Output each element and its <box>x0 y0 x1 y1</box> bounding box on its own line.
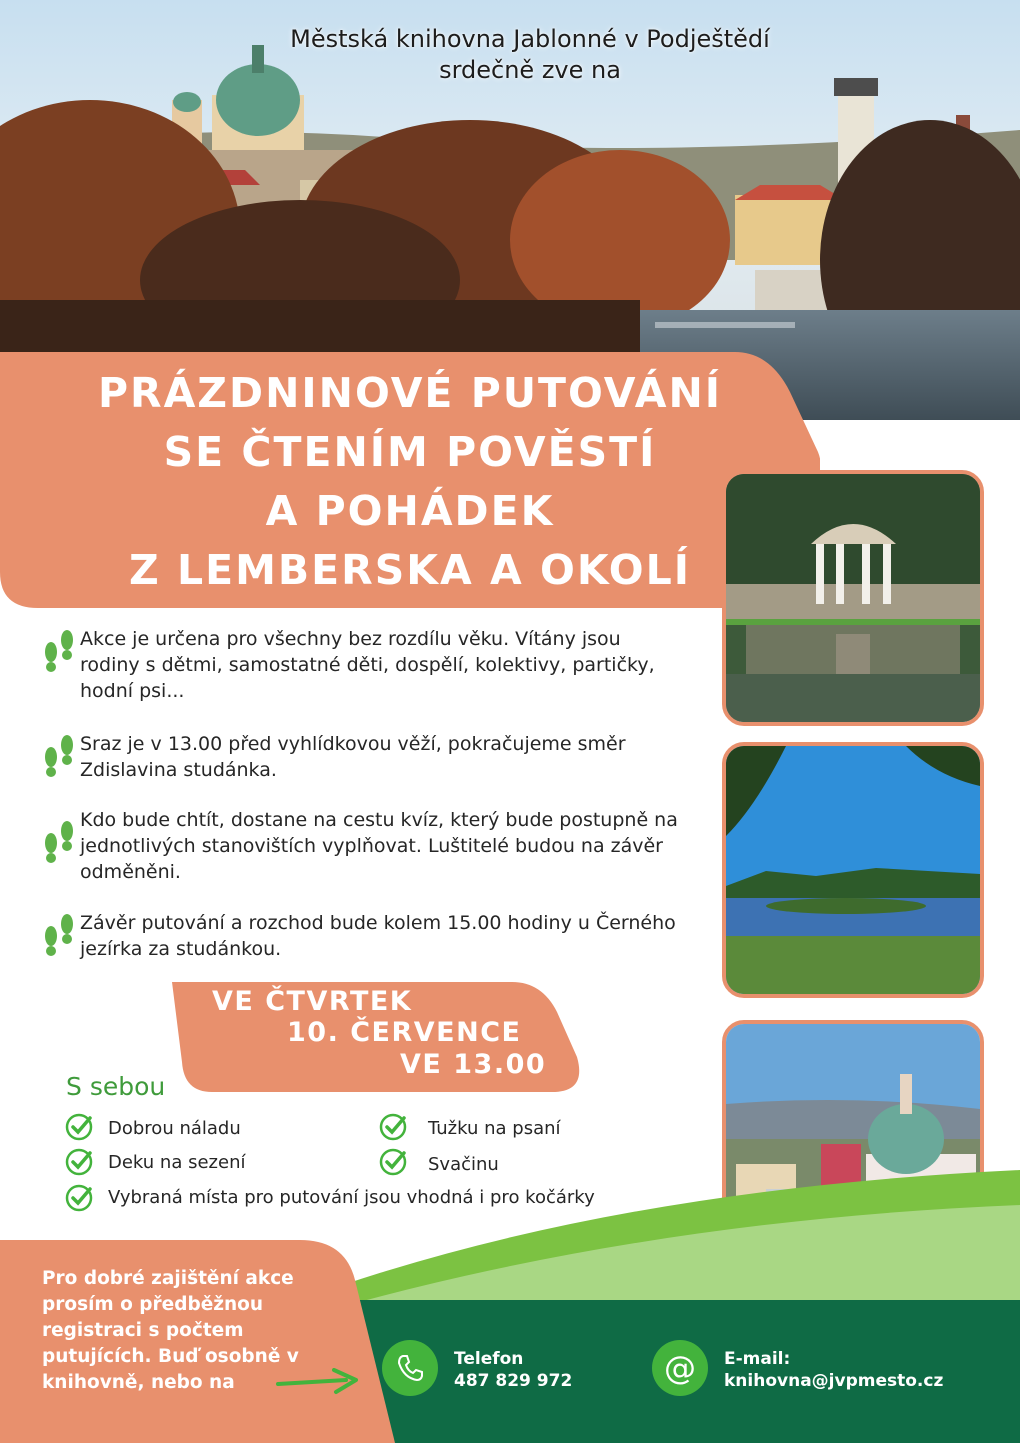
title-line-4: Z LEMBERSKA A OKOLÍ <box>128 546 692 594</box>
organizer-name: Městská knihovna Jablonné v Podještědí <box>290 25 770 53</box>
phone-label: Telefon <box>454 1349 524 1369</box>
phone-number[interactable]: 487 829 972 <box>454 1371 573 1391</box>
footprints-icon <box>40 733 78 779</box>
event-title <box>30 364 790 600</box>
date-weekday: VE ČTVRTEK <box>212 986 413 1017</box>
info-text-2: Sraz je v 13.00 před vyhlídkovou věží, pokračujeme směr Zdislavina studánka. <box>80 733 626 781</box>
footprints-icon <box>40 912 78 958</box>
email-label: E-mail: <box>724 1349 791 1369</box>
email-address[interactable]: knihovna@jvpmesto.cz <box>724 1371 944 1391</box>
check-icon <box>64 1147 94 1177</box>
bring-item-pencil: Tužku na psaní <box>428 1118 561 1139</box>
email-contact <box>724 1348 943 1392</box>
check-icon <box>378 1112 408 1142</box>
invitation-header <box>0 24 1020 86</box>
phone-icon <box>382 1340 438 1396</box>
footprints-icon <box>40 628 78 674</box>
info-text-1: Akce je určena pro všechny bez rozdílu věku. Vítány jsou rodiny s dětmi, samostatné děti, dospělí, kolektivy, partičky, hodní psi... <box>80 628 655 702</box>
info-item-2 <box>40 731 680 783</box>
date-time: VE 13.00 <box>400 1049 547 1080</box>
date-day: 10. ČERVENCE <box>287 1017 522 1048</box>
phone-contact <box>454 1348 572 1392</box>
check-icon <box>64 1112 94 1142</box>
invitation-text: srdečně zve na <box>439 56 621 84</box>
info-text-4: Závěr putování a rozchod bude kolem 15.00 hodiny u Černého jezírka za studánkou. <box>80 912 676 960</box>
check-icon <box>64 1183 94 1213</box>
photo-pond <box>722 742 984 998</box>
registration-text: Pro dobré zajištění akce prosím o předběžnou registraci s počtem putujících. Buď osobně v knihovně, nebo na <box>42 1268 299 1393</box>
email-icon: @ <box>652 1340 708 1396</box>
info-item-4 <box>40 910 680 962</box>
bring-item-snack: Svačinu <box>428 1154 499 1175</box>
info-text-3: Kdo bude chtít, dostane na cestu kvíz, který bude postupně na jednotlivých stanovištích vyplňovat. Luštitelé budou na závěr odměněni. <box>80 809 678 883</box>
bring-item-blanket: Deku na sezení <box>108 1152 246 1173</box>
info-item-3 <box>40 807 680 885</box>
check-icon <box>378 1147 408 1177</box>
info-item-1 <box>40 626 680 704</box>
footprints-icon <box>40 819 78 865</box>
arrow-right-icon <box>276 1368 360 1396</box>
title-line-1: PRÁZDNINOVÉ PUTOVÁNÍ <box>97 369 723 417</box>
bring-item-strollers: Vybraná místa pro putování jsou vhodná i pro kočárky <box>108 1187 595 1208</box>
photo-spring-pavilion <box>722 470 984 726</box>
bring-item-mood: Dobrou náladu <box>108 1118 241 1139</box>
title-line-3: A POHÁDEK <box>265 487 555 535</box>
title-line-2: SE ČTENÍM POVĚSTÍ <box>163 428 657 476</box>
bring-heading: S sebou <box>66 1072 166 1101</box>
